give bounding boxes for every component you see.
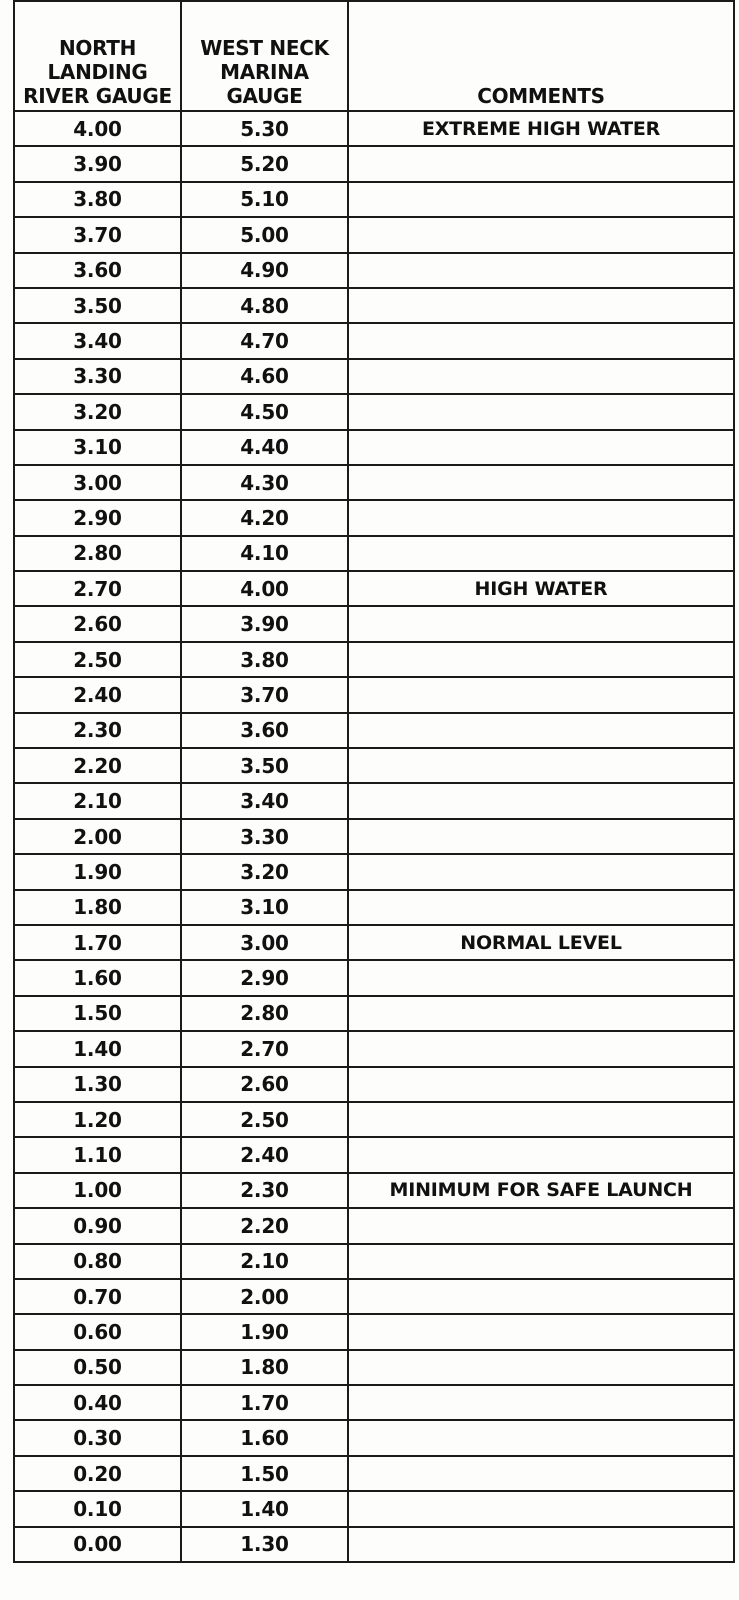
comment-cell <box>348 713 734 748</box>
comment-cell <box>348 748 734 783</box>
north-landing-cell: 1.60 <box>14 960 181 995</box>
table-row <box>14 1102 734 1137</box>
west-neck-cell: 1.50 <box>181 1456 348 1491</box>
west-neck-cell: 4.80 <box>181 288 348 323</box>
west-neck-cell: 4.50 <box>181 394 348 429</box>
north-landing-cell: 2.30 <box>14 713 181 748</box>
west-neck-cell: 1.90 <box>181 1314 348 1349</box>
west-neck-cell: 5.10 <box>181 182 348 217</box>
west-neck-cell: 2.20 <box>181 1208 348 1243</box>
comment-cell <box>348 1102 734 1137</box>
north-landing-cell: 3.60 <box>14 253 181 288</box>
comment-cell <box>348 960 734 995</box>
comment-cell: HIGH WATER <box>348 571 734 606</box>
west-neck-cell: 3.50 <box>181 748 348 783</box>
table-row <box>14 606 734 641</box>
north-landing-cell: 3.80 <box>14 182 181 217</box>
table-row <box>14 430 734 465</box>
west-neck-cell: 4.20 <box>181 500 348 535</box>
header-comments-label: COMMENTS <box>477 84 605 108</box>
west-neck-cell: 4.30 <box>181 465 348 500</box>
table-row <box>14 1031 734 1066</box>
north-landing-cell: 2.20 <box>14 748 181 783</box>
west-neck-cell: 2.90 <box>181 960 348 995</box>
west-neck-cell: 2.50 <box>181 1102 348 1137</box>
comment-cell <box>348 1067 734 1102</box>
north-landing-cell: 2.00 <box>14 819 181 854</box>
west-neck-cell: 2.10 <box>181 1244 348 1279</box>
comment-cell <box>348 1456 734 1491</box>
comment-cell <box>348 323 734 358</box>
west-neck-cell: 3.00 <box>181 925 348 960</box>
north-landing-cell: 3.00 <box>14 465 181 500</box>
gauge-conversion-table <box>13 0 735 1563</box>
north-landing-cell: 3.20 <box>14 394 181 429</box>
table-row <box>14 783 734 818</box>
comment-cell <box>348 642 734 677</box>
north-landing-cell: 3.50 <box>14 288 181 323</box>
west-neck-cell: 2.70 <box>181 1031 348 1066</box>
table-row <box>14 642 734 677</box>
west-neck-cell: 4.60 <box>181 359 348 394</box>
table-row <box>14 217 734 252</box>
north-landing-cell: 0.80 <box>14 1244 181 1279</box>
north-landing-cell: 1.10 <box>14 1137 181 1172</box>
header-row <box>14 1 734 111</box>
north-landing-cell: 0.60 <box>14 1314 181 1349</box>
north-landing-cell: 2.40 <box>14 677 181 712</box>
comment-cell <box>348 783 734 818</box>
comment-cell <box>348 1385 734 1420</box>
north-landing-cell: 1.20 <box>14 1102 181 1137</box>
west-neck-cell: 1.60 <box>181 1420 348 1455</box>
west-neck-cell: 5.30 <box>181 111 348 146</box>
north-landing-cell: 0.50 <box>14 1350 181 1385</box>
table-row <box>14 111 734 146</box>
west-neck-cell: 3.90 <box>181 606 348 641</box>
north-landing-cell: 1.50 <box>14 996 181 1031</box>
table-row <box>14 890 734 925</box>
north-landing-cell: 0.70 <box>14 1279 181 1314</box>
table-row <box>14 465 734 500</box>
comment-cell <box>348 1279 734 1314</box>
north-landing-cell: 1.40 <box>14 1031 181 1066</box>
north-landing-cell: 0.90 <box>14 1208 181 1243</box>
header-west-neck-line-1: WEST NECK <box>200 36 329 60</box>
comment-cell: EXTREME HIGH WATER <box>348 111 734 146</box>
table-row <box>14 1527 734 1562</box>
west-neck-cell: 1.80 <box>181 1350 348 1385</box>
north-landing-cell: 3.30 <box>14 359 181 394</box>
header-north-landing <box>14 1 181 111</box>
west-neck-cell: 4.00 <box>181 571 348 606</box>
north-landing-cell: 0.00 <box>14 1527 181 1562</box>
table-row <box>14 1456 734 1491</box>
west-neck-cell: 4.40 <box>181 430 348 465</box>
table-body <box>14 111 734 1562</box>
table-row <box>14 323 734 358</box>
comment-cell <box>348 996 734 1031</box>
west-neck-cell: 5.00 <box>181 217 348 252</box>
north-landing-cell: 3.70 <box>14 217 181 252</box>
west-neck-cell: 3.70 <box>181 677 348 712</box>
comment-cell <box>348 1314 734 1349</box>
west-neck-cell: 3.40 <box>181 783 348 818</box>
west-neck-cell: 4.90 <box>181 253 348 288</box>
comment-cell <box>348 1137 734 1172</box>
comment-cell <box>348 182 734 217</box>
table-row <box>14 677 734 712</box>
comment-cell <box>348 430 734 465</box>
north-landing-cell: 0.40 <box>14 1385 181 1420</box>
west-neck-cell: 4.10 <box>181 536 348 571</box>
table-row <box>14 960 734 995</box>
west-neck-cell: 3.80 <box>181 642 348 677</box>
header-comments <box>348 1 734 111</box>
north-landing-cell: 2.80 <box>14 536 181 571</box>
west-neck-cell: 2.30 <box>181 1173 348 1208</box>
north-landing-cell: 1.00 <box>14 1173 181 1208</box>
comment-cell <box>348 1208 734 1243</box>
table-row <box>14 1244 734 1279</box>
table-row <box>14 1067 734 1102</box>
table-row <box>14 925 734 960</box>
comment-cell <box>348 288 734 323</box>
north-landing-cell: 3.10 <box>14 430 181 465</box>
comment-cell <box>348 1491 734 1526</box>
table-row <box>14 996 734 1031</box>
comment-cell: NORMAL LEVEL <box>348 925 734 960</box>
comment-cell <box>348 217 734 252</box>
west-neck-cell: 4.70 <box>181 323 348 358</box>
comment-cell <box>348 677 734 712</box>
table-row <box>14 146 734 181</box>
table-row <box>14 1420 734 1455</box>
north-landing-cell: 1.70 <box>14 925 181 960</box>
north-landing-cell: 0.10 <box>14 1491 181 1526</box>
comment-cell <box>348 854 734 889</box>
table-header <box>14 1 734 111</box>
west-neck-cell: 3.10 <box>181 890 348 925</box>
table-row <box>14 1385 734 1420</box>
comment-cell <box>348 1527 734 1562</box>
west-neck-cell: 1.30 <box>181 1527 348 1562</box>
table-row <box>14 182 734 217</box>
north-landing-cell: 2.90 <box>14 500 181 535</box>
west-neck-cell: 5.20 <box>181 146 348 181</box>
table-row <box>14 571 734 606</box>
header-west-neck-line-3: GAUGE <box>226 84 303 108</box>
west-neck-cell: 3.30 <box>181 819 348 854</box>
comment-cell <box>348 819 734 854</box>
comment-cell <box>348 606 734 641</box>
comment-cell <box>348 1350 734 1385</box>
table-row <box>14 253 734 288</box>
west-neck-cell: 3.20 <box>181 854 348 889</box>
table-row <box>14 500 734 535</box>
table-row <box>14 1137 734 1172</box>
west-neck-cell: 2.00 <box>181 1279 348 1314</box>
north-landing-cell: 0.30 <box>14 1420 181 1455</box>
west-neck-cell: 1.40 <box>181 1491 348 1526</box>
comment-cell <box>348 500 734 535</box>
comment-cell <box>348 1420 734 1455</box>
table-row <box>14 1173 734 1208</box>
table-row <box>14 713 734 748</box>
comment-cell <box>348 1244 734 1279</box>
comment-cell <box>348 394 734 429</box>
table-row <box>14 536 734 571</box>
north-landing-cell: 2.60 <box>14 606 181 641</box>
comment-cell <box>348 890 734 925</box>
table-row <box>14 1491 734 1526</box>
table-row <box>14 854 734 889</box>
table-row <box>14 1208 734 1243</box>
north-landing-cell: 3.90 <box>14 146 181 181</box>
comment-cell <box>348 146 734 181</box>
table-row <box>14 819 734 854</box>
comment-cell <box>348 536 734 571</box>
west-neck-cell: 3.60 <box>181 713 348 748</box>
north-landing-cell: 1.80 <box>14 890 181 925</box>
table-row <box>14 1279 734 1314</box>
header-west-neck <box>181 1 348 111</box>
comment-cell <box>348 1031 734 1066</box>
west-neck-cell: 2.40 <box>181 1137 348 1172</box>
comment-cell <box>348 359 734 394</box>
table-row <box>14 394 734 429</box>
comment-cell <box>348 465 734 500</box>
header-west-neck-line-2: MARINA <box>220 60 309 84</box>
comment-cell <box>348 253 734 288</box>
header-north-landing-line-3: RIVER GAUGE <box>23 84 172 108</box>
north-landing-cell: 0.20 <box>14 1456 181 1491</box>
north-landing-cell: 2.10 <box>14 783 181 818</box>
table-row <box>14 1314 734 1349</box>
table-row <box>14 359 734 394</box>
header-north-landing-line-2: LANDING <box>47 60 148 84</box>
west-neck-cell: 1.70 <box>181 1385 348 1420</box>
comment-cell: MINIMUM FOR SAFE LAUNCH <box>348 1173 734 1208</box>
west-neck-cell: 2.60 <box>181 1067 348 1102</box>
north-landing-cell: 2.50 <box>14 642 181 677</box>
north-landing-cell: 4.00 <box>14 111 181 146</box>
north-landing-cell: 1.30 <box>14 1067 181 1102</box>
table-row <box>14 748 734 783</box>
header-north-landing-line-1: NORTH <box>58 36 137 60</box>
west-neck-cell: 2.80 <box>181 996 348 1031</box>
north-landing-cell: 3.40 <box>14 323 181 358</box>
table-row <box>14 288 734 323</box>
north-landing-cell: 2.70 <box>14 571 181 606</box>
north-landing-cell: 1.90 <box>14 854 181 889</box>
table-row <box>14 1350 734 1385</box>
